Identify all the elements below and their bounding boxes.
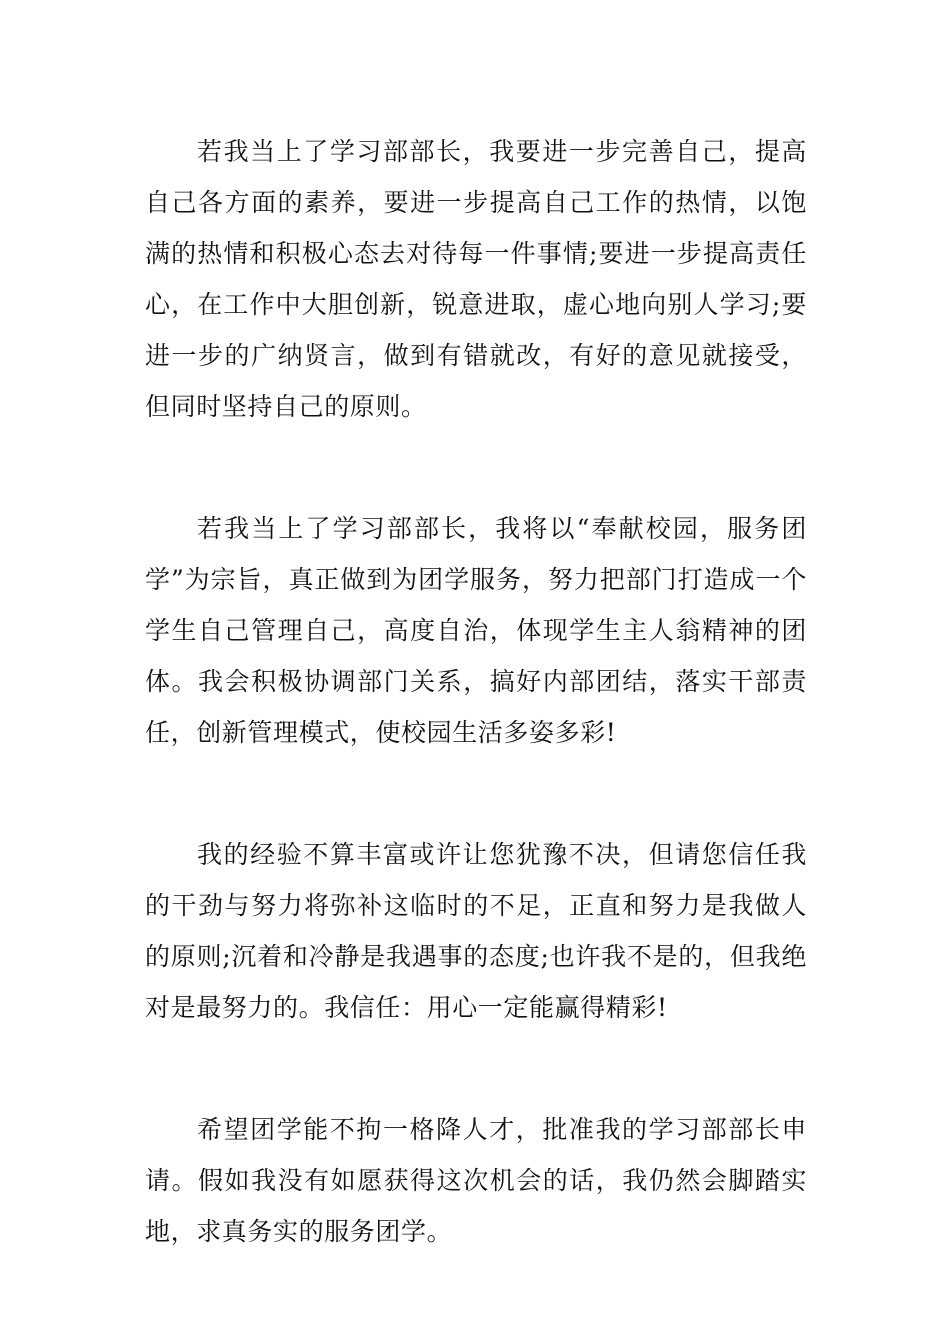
paragraph-4: 希望团学能不拘一格降人才，批准我的学习部部长申请。假如我没有如愿获得这次机会的话，我仍然会脚踏实地，求真务实的服务团学。 <box>145 1115 807 1246</box>
paragraph-3: 我的经验不算丰富或许让您犹豫不决，但请您信任我的干劲与努力将弥补这临时的不足，正直和努力是我做人的原则;沉着和冷静是我遇事的态度;也许我不是的，但我绝对是最努力的。我信任：用心一定能赢得精彩! <box>145 840 807 1022</box>
document-body <box>145 126 807 1328</box>
paragraph-2: 若我当上了学习部部长，我将以“奉献校园，服务团学”为宗旨，真正做到为团学服务，努力把部门打造成一个学生自己管理自己，高度自治，体现学生主人翁精神的团体。我会积极协调部门关系，搞好内部团结，落实干部责任，创新管理模式，使校园生活多姿多彩! <box>145 514 807 747</box>
paragraph-1: 若我当上了学习部部长，我要进一步完善自己，提高自己各方面的素养，要进一步提高自己工作的热情，以饱满的热情和积极心态去对待每一件事情;要进一步提高责任心，在工作中大胆创新，锐意进取，虚心地向别人学习;要进一步的广纳贤言，做到有错就改，有好的意见就接受，但同时坚持自己的原则。 <box>145 137 807 421</box>
